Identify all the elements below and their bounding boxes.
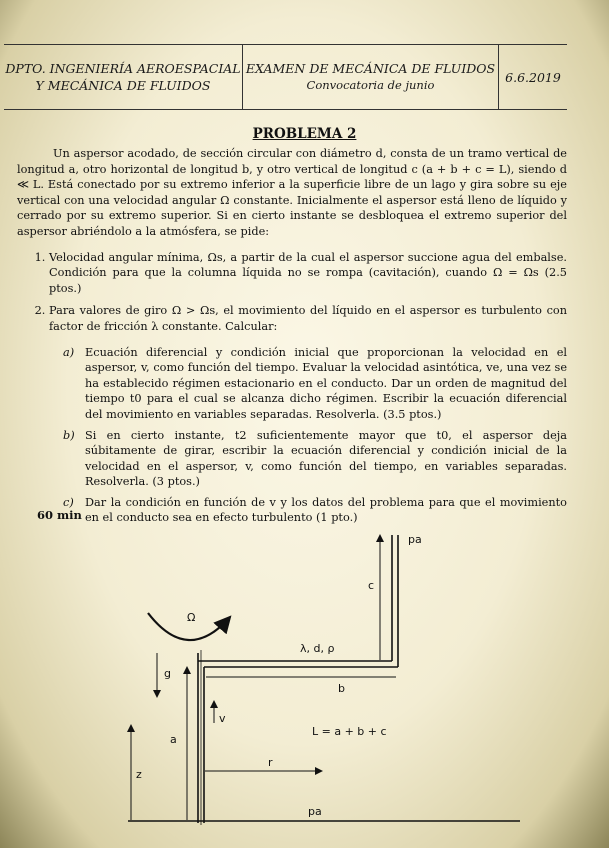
subquestion-c-text: Dar la condición en función de v y los datos del problema para que el movimiento en el conducto sea en efecto turbulento (1 pto.) bbox=[85, 495, 567, 525]
label-v: v bbox=[219, 712, 226, 725]
exam-date-cell bbox=[499, 45, 567, 109]
subquestion-a-marker: a) bbox=[63, 345, 75, 359]
question-1-text: Velocidad angular mínima, Ωs, a partir de la cual el aspersor succione agua del embalse. Condición para que la columna líquida no se rompa (cavitación), cuando Ω = Ωs (2.5 ptos.) bbox=[49, 250, 567, 295]
label-b: b bbox=[338, 682, 345, 695]
label-z: z bbox=[136, 768, 142, 781]
question-2-text: Para valores de giro Ω > Ωs, el movimiento del líquido en el aspersor es turbulento con factor de fricción λ constante. Calcular: bbox=[49, 304, 567, 333]
label-g: g bbox=[164, 667, 171, 680]
department-line-2: Y MECÁNICA DE FLUIDOS bbox=[35, 78, 211, 93]
exam-title: EXAMEN DE MECÁNICA DE FLUIDOS bbox=[245, 61, 496, 76]
department-cell bbox=[4, 45, 243, 109]
problem-statement bbox=[17, 146, 567, 533]
label-pipe-params: λ, d, ρ bbox=[300, 642, 335, 655]
label-r: r bbox=[268, 756, 273, 769]
exam-subtitle: Convocatoria de junio bbox=[306, 78, 435, 92]
exam-header bbox=[4, 44, 567, 110]
department-line-1: DPTO. INGENIERÍA AEROESPACIAL bbox=[5, 61, 241, 76]
question-list bbox=[17, 250, 567, 527]
subquestion-b bbox=[63, 428, 567, 490]
label-omega: Ω bbox=[187, 611, 196, 624]
subquestion-b-marker: b) bbox=[63, 428, 75, 442]
problem-title: PROBLEMA 2 bbox=[252, 126, 357, 142]
exam-duration: 60 min bbox=[37, 508, 82, 522]
subquestion-a-text: Ecuación diferencial y condición inicial que proporcionan la velocidad en el aspersor, v, como función del tiempo. Evaluar la velocidad asintótica, ve, una vez se ha establecido régimen estacionario en el conducto. Dar un orden de magnitud del tiempo t0 para el cual se alcanza dicho régimen. Escribir la ecuación diferencial del movimiento en variables separadas. Resolverla. (3.5 ptos.) bbox=[85, 345, 567, 421]
subquestion-b-text: Si en cierto instante, t2 suficientemente mayor que t0, el aspersor deja súbitamente de girar, escribir la ecuación diferencial y condición inicial de la velocidad en el aspersor, v, como función del tiempo, en variables separadas. Resolverla. (3 ptos.) bbox=[85, 428, 567, 489]
question-2 bbox=[49, 303, 567, 526]
subquestion-a bbox=[63, 345, 567, 423]
question-1 bbox=[49, 250, 567, 297]
label-pa-bottom: pa bbox=[308, 805, 322, 818]
subquestion-list bbox=[49, 345, 567, 527]
sprinkler-diagram bbox=[0, 525, 609, 848]
subquestion-c bbox=[63, 495, 567, 526]
label-a: a bbox=[170, 733, 177, 746]
exam-date: 6.6.2019 bbox=[505, 69, 561, 85]
label-length-sum: L = a + b + c bbox=[312, 725, 387, 738]
intro-paragraph: Un aspersor acodado, de sección circular con diámetro d, consta de un tramo vertical de longitud a, otro horizontal de longitud b, y otro vertical de longitud c (a + b + c = L), siendo d ≪ L. Está conectado por su extremo inferior a la superficie libre de un lago y gira sobre su eje vertical con una velocidad angular Ω constante. Inicialmente el aspersor está lleno de líquido y cerrado por su extremo superior. Si en cierto instante se desbloquea el extremo superior del aspersor abriéndolo a la atmósfera, se pide: bbox=[17, 147, 567, 238]
label-c: c bbox=[368, 579, 375, 592]
subquestion-c-marker: c) bbox=[63, 495, 74, 509]
exam-cell bbox=[243, 45, 499, 109]
label-pa-top: pa bbox=[408, 533, 422, 546]
